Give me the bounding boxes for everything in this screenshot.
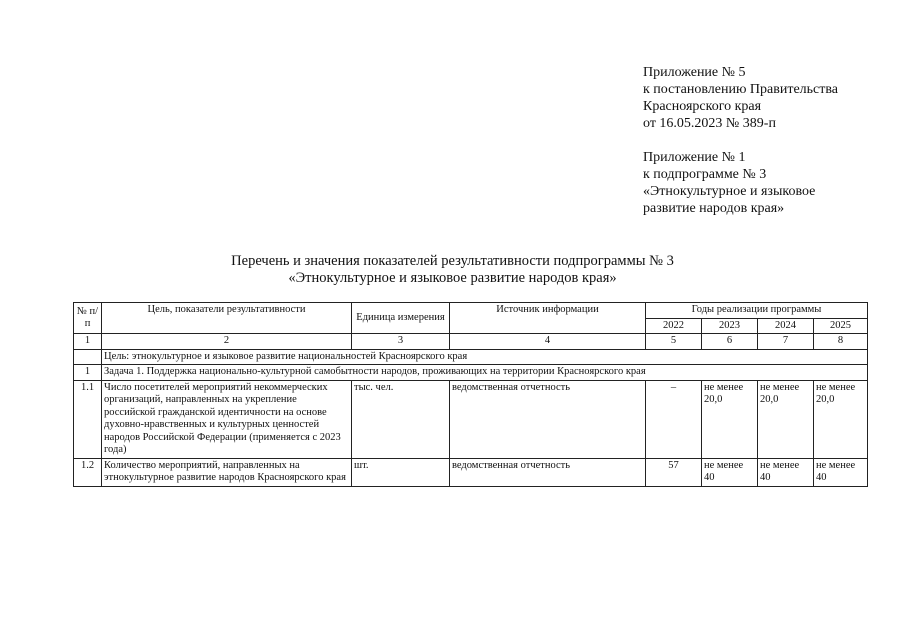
annex-line: «Этнокультурное и языковое xyxy=(643,184,816,199)
annex-header-subprogram xyxy=(643,149,815,217)
col-number: 1 xyxy=(74,334,102,350)
task-row xyxy=(74,365,868,381)
row-num: 1.2 xyxy=(74,458,102,486)
row-unit: тыс. чел. xyxy=(352,380,450,458)
annex-line: от 16.05.2023 № 389-п xyxy=(643,116,776,131)
annex-header-resolution xyxy=(643,64,838,132)
annex-line: Приложение № 5 xyxy=(643,65,746,80)
header-year-2025: 2025 xyxy=(814,318,868,334)
row-value-2022: – xyxy=(646,380,702,458)
col-number: 6 xyxy=(702,334,758,350)
col-number: 3 xyxy=(352,334,450,350)
row-value-2024: не менее 40 xyxy=(758,458,814,486)
column-numbers-row xyxy=(74,334,868,350)
goal-num-cell xyxy=(74,349,102,365)
annex-line: к подпрограмме № 3 xyxy=(643,167,767,182)
indicators-table xyxy=(73,302,868,487)
row-value-2023: не менее 20,0 xyxy=(702,380,758,458)
goal-text: Цель: этнокультурное и языковое развитие национальностей Красноярского края xyxy=(102,349,868,365)
row-value-2025: не менее 20,0 xyxy=(814,380,868,458)
row-value-2022: 57 xyxy=(646,458,702,486)
col-number: 7 xyxy=(758,334,814,350)
row-source: ведомственная отчетность xyxy=(450,380,646,458)
col-number: 4 xyxy=(450,334,646,350)
title-line-1: Перечень и значения показателей результативности подпрограммы № 3 xyxy=(231,253,674,269)
title-line-2: «Этнокультурное и языковое развитие народов края» xyxy=(288,270,617,286)
row-num: 1.1 xyxy=(74,380,102,458)
row-value-2024: не менее 20,0 xyxy=(758,380,814,458)
col-number: 8 xyxy=(814,334,868,350)
task-num: 1 xyxy=(74,365,102,381)
task-text: Задача 1. Поддержка национально-культурной самобытности народов, проживающих на территории Красноярского края xyxy=(102,365,868,381)
row-unit: шт. xyxy=(352,458,450,486)
header-num: № п/п xyxy=(74,303,102,334)
row-indicator: Количество мероприятий, направленных на этнокультурное развитие народов Красноярского края xyxy=(102,458,352,486)
col-number: 5 xyxy=(646,334,702,350)
annex-line: развитие народов края» xyxy=(643,201,785,216)
header-year-2022: 2022 xyxy=(646,318,702,334)
row-source: ведомственная отчетность xyxy=(450,458,646,486)
header-goal: Цель, показатели результативности xyxy=(102,303,352,334)
row-value-2025: не менее 40 xyxy=(814,458,868,486)
row-value-2023: не менее 40 xyxy=(702,458,758,486)
header-years-group: Годы реализации программы xyxy=(646,303,868,319)
table-row xyxy=(74,380,868,458)
table-row xyxy=(74,458,868,486)
annex-line: Красноярского края xyxy=(643,99,762,114)
document-title xyxy=(0,253,905,287)
col-number: 2 xyxy=(102,334,352,350)
annex-line: Приложение № 1 xyxy=(643,150,746,165)
header-year-2024: 2024 xyxy=(758,318,814,334)
header-unit: Единица измерения xyxy=(352,303,450,334)
goal-row xyxy=(74,349,868,365)
header-year-2023: 2023 xyxy=(702,318,758,334)
row-indicator: Число посетителей мероприятий некоммерческих организаций, направленных на укрепление российской гражданской идентичности на основе духовно-нравственных и культурных ценностей народов Российской Федерации (применяется с 2023 года) xyxy=(102,380,352,458)
header-row-1 xyxy=(74,303,868,319)
header-source: Источник информации xyxy=(450,303,646,334)
annex-line: к постановлению Правительства xyxy=(643,82,839,97)
